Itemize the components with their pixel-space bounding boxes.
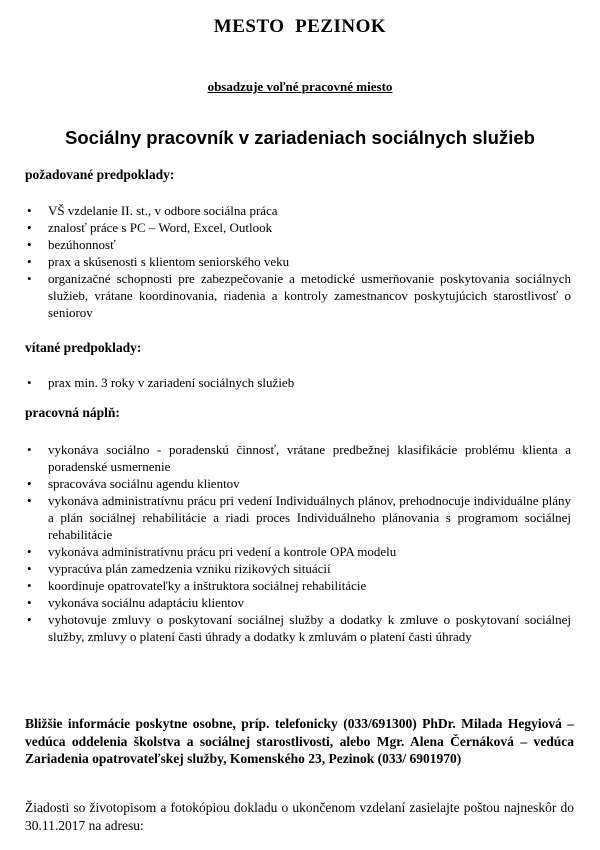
city-title: MESTO PEZINOK xyxy=(213,16,387,37)
list-item: • koordinuje opatrovateľky a inštruktora sociálnej rehabilitácie xyxy=(0,577,600,594)
list-item: • bezúhonnosť xyxy=(0,236,600,253)
application-info: Žiadosti so životopisom a fotokópiou dokladu o ukončenom vzdelaní zasielajte poštou najneskôr do 30.11.2017 na adresu: xyxy=(25,800,574,833)
list-item: • vykonáva administratívnu prácu pri vedení a kontrole OPA modelu xyxy=(0,543,600,560)
list-item: • vykonáva sociálnu adaptáciu klientov xyxy=(0,594,600,611)
preferred-list xyxy=(0,374,600,391)
list-item: • znalosť práce s PC – Word, Excel, Outlook xyxy=(0,219,600,236)
list-item: • VŠ vzdelanie II. st., v odbore sociálna práca xyxy=(0,202,600,219)
list-item: • organizačné schopnosti pre zabezpečovanie a metodické usmerňovanie poskytovania sociálnych služieb, vrátane koordinovania, riadenia a kontroly zamestnancov poskytujúcich starostlivosť o seniorov xyxy=(0,270,600,321)
announcement-line: obsadzuje voľné pracovné miesto xyxy=(207,79,393,94)
list-item: • vypracúva plán zamedzenia vzniku rizikových situácií xyxy=(0,560,600,577)
preferred-heading: vítané predpoklady: xyxy=(25,340,142,355)
duties-list xyxy=(0,441,600,645)
duties-heading: pracovná náplň: xyxy=(25,405,120,420)
list-item: • vykonáva sociálno - poradenskú činnosť, vrátane predbežnej klasifikácie problému klienta a poradenské usmernenie xyxy=(0,441,600,475)
position-title: Sociálny pracovník v zariadeniach sociálnych služieb xyxy=(65,127,535,148)
list-item: • prax min. 3 roky v zariadení sociálnych služieb xyxy=(0,374,600,391)
required-heading: požadované predpoklady: xyxy=(25,167,175,182)
list-item: • vykonáva administratívnu prácu pri vedení Individuálnych plánov, prehodnocuje individuálne plány a plán sociálnej rehabilitácie a riadi proces Individuálneho plánovania s programom sociálnej rehabilitácie xyxy=(0,492,600,543)
required-list xyxy=(0,202,600,321)
contact-info: Bližšie informácie poskytne osobne, príp. telefonicky (033/691300) PhDr. Milada Hegyiová – vedúca oddelenia školstva a sociálnej starostlivosti, alebo Mgr. Alena Černáková – vedúca Zariadenia opatrovateľskej služby, Komenského 23, Pezinok (033/ 6901970) xyxy=(25,716,574,766)
list-item: • prax a skúsenosti s klientom seniorského veku xyxy=(0,253,600,270)
list-item: • vyhotovuje zmluvy o poskytovaní sociálnej služby a dodatky k zmluve o poskytovaní sociálnej služby, zmluvy o platení časti úhrady a dodatky k zmluvám o platení časti úhrady xyxy=(0,611,600,645)
list-item: • spracováva sociálnu agendu klientov xyxy=(0,475,600,492)
